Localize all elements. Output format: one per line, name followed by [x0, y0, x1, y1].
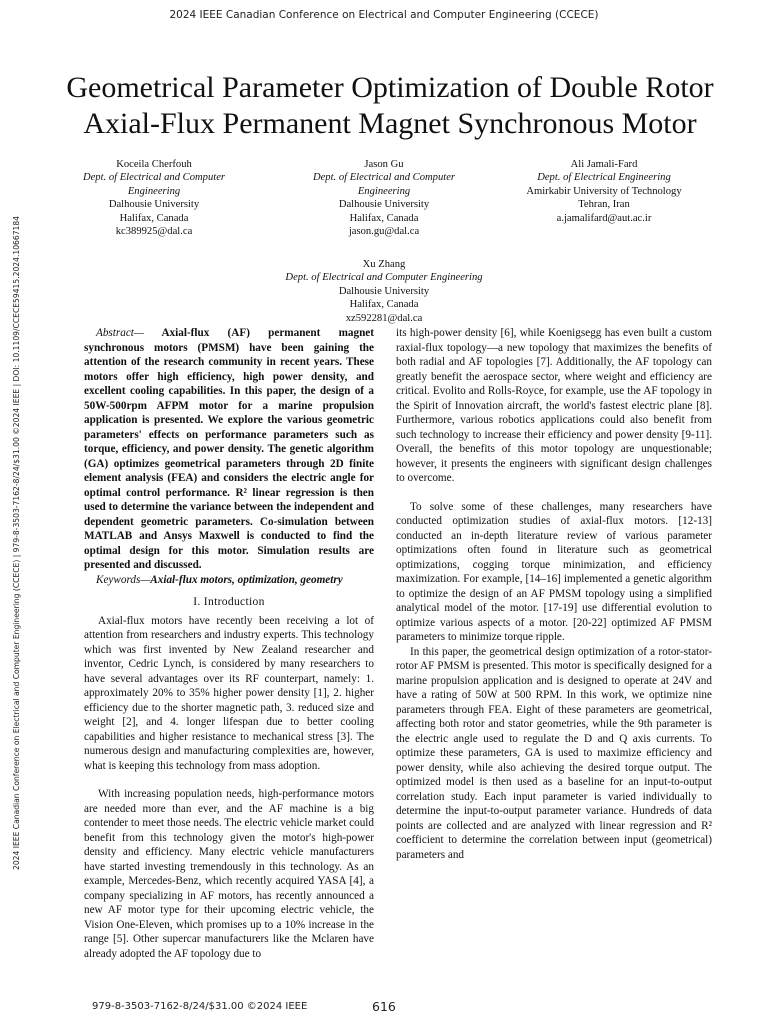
section-heading: I. Introduction [193, 595, 265, 608]
author-name: Xu Zhang [362, 259, 406, 270]
author-block-4 [234, 258, 534, 325]
abstract [84, 326, 374, 573]
body-paragraph: To solve some of these challenges, many researchers have conducted optimization studies of axial-flux motors. [12-13] conducted an in-depth literature review of various parameter optimizations often found in literature such as geometrical optimizations, cogging torque minimization, and efficiency maximization. For example, [14–16] implemented a genetic algorithm to optimize the design of an AF PMSM topology using a simplified analytical model of the motor. [17-19] use differential evolution to optimize various aspects of a motor. [20-22] optimized AF PMSM parameters to minimize torque ripple. [396, 500, 712, 643]
author-org: Dalhousie University [338, 199, 430, 211]
page-number: 616 [372, 999, 396, 1014]
author-dept-cont: Engineering [357, 185, 411, 197]
author-city: Halifax, Canada [349, 299, 419, 311]
doi-side-text: 2024 IEEE Canadian Conference on Electrical and Computer Engineering (CCECE) | 979-8-3503-7162-8/24/$31.00 ©2024 IEEE | DOI: 10.1109/CCECE59415.2024.10667184 [12, 215, 21, 870]
keywords [84, 573, 374, 588]
author-name: Ali Jamali-Fard [570, 159, 638, 170]
author-block-2 [284, 158, 484, 238]
author-email: jason.gu@dal.ca [348, 226, 420, 238]
author-name: Koceila Cherfouh [116, 159, 192, 170]
intro-paragraph: With increasing population needs, high-performance motors are needed more than ever, and the AF machine is a big contender to meet those needs. The electric vehicle market could benefit from this technology given the motor's high-power density and efficiency. Many electric vehicle manufacturers have started investing tremendously in this technology. As an example, Mercedes-Benz, which recently acquired YASA [4], a company specializing in AF motors, has recently announced a new AF motor type for their upcoming electric vehicle, the Vision One-Eleven, which promises up to a 10% increase in the range [5]. Other supercar manufacturers like the Mclaren have already adopted the AF topology due to [84, 788, 374, 960]
body-paragraph: In this paper, the geometrical design optimization of a rotor-stator-rotor AF PMSM is presented. This motor is specifically designed for a marine propulsion application and is designed to operate at 24V and have a rating of 50W at 500 RPM. In this work, we optimize nine parameters through FEA. Eight of these parameters are geometrical, affecting both rotor and stator geometries, while the 9th parameter is the electric angle used to regulate the D and Q axis currents. To optimize these parameters, GA is used to maximize efficiency and power density, while also achieving the desired torque output. The optimized model is then used as a baseline for an input-to-output correlation study. Each input parameter is varied individually to determine the input-to-output parameter variance. Hundreds of data points are collected and are analyzed with linear regression and R² coefficient to determine the correlation between input (geometrical) parameters and [396, 645, 712, 861]
author-block-1 [54, 158, 254, 238]
author-dept: Dept. of Electrical and Computer [312, 172, 456, 184]
abstract-text: Axial-flux (AF) permanent magnet synchronous motors (PMSM) have been gaining the attention of the research community in recent years. These motors offer high efficiency, high power density, and excellent cooling capabilities. In this paper, the design of a 50W-500rpm AFPM motor for a marine propulsion application is presented. We explore the various geometric parameters' effects on performance parameters such as torque, efficiency, and power density. The genetic algorithm (GA) optimizes geometrical parameters through 2D finite element analysis (FEA) and considers the electric angle for optimal control performance. R² linear regression is then used to determine the variance between the independent and dependent geometric parameters. Co-simulation between MATLAB and Ansys Maxwell is conducted to find the optimal design for this motor. Simulation results are presented and discussed. [84, 327, 374, 571]
paragraph-gap [396, 486, 712, 500]
author-dept: Dept. of Electrical Engineering [537, 172, 671, 184]
author-city: Tehran, Iran [578, 199, 630, 211]
author-block-3 [494, 158, 714, 225]
paragraph-gap [84, 773, 374, 787]
body-paragraph: its high-power density [6], while Koenigsegg has even built a custom raxial-flux topology—a new topology that maximizes the benefits of both radial and AF topologies [7]. Additionally, the AF topology can greatly benefit the aerospace sector, where weight and efficiency are critical. Evolito and Rolls-Royce, for example, use the AF topology in the Spirit of Innovation aircraft, the world's fastest electric plane [8]. Furthermore, various robotics applications could also benefit from such technology to increase their efficiency and power density [9-11]. Overall, the benefits of this motor topology are unquestionable; however, it presents the engineers with significant design challenges to overcome. [396, 327, 712, 484]
author-name: Jason Gu [364, 159, 404, 170]
title-line-1: Geometrical Parameter Optimization of Double Rotor [66, 71, 714, 104]
keywords-lead: Keywords— [96, 573, 151, 586]
right-column [396, 326, 712, 862]
author-org: Amirkabir University of Technology [526, 185, 682, 197]
author-org: Dalhousie University [108, 199, 200, 211]
author-email: xz592281@dal.ca [345, 312, 423, 324]
footer-isbn: 979-8-3503-7162-8/24/$31.00 ©2024 IEEE [92, 1001, 308, 1012]
author-dept-cont: Engineering [127, 185, 181, 197]
author-dept: Dept. of Electrical and Computer [82, 172, 226, 184]
left-column [84, 326, 374, 961]
intro-paragraph: Axial-flux motors have recently been receiving a lot of attention from researchers and industry experts. This technology which was first invented by New Zealand researcher and inventor, Cedric Lynch, is considered by many researchers to have several advantages over its RF counterpart, namely: 1. approximately 20% to 35% higher power density [1], 2. higher efficiency due to the shorter magnetic path, 3. reduced size and weight [2], and 4. longer lifespan due to better cooling capabilities and higher resistance to mechanical stress [3]. The numerous design and manufacturing complexities are, however, what is keeping this technology from mass adoption. [84, 614, 374, 772]
keywords-text: Axial-flux motors, optimization, geometry [150, 573, 343, 586]
author-city: Halifax, Canada [119, 212, 189, 224]
author-email: a.jamalifard@aut.ac.ir [556, 212, 652, 224]
conference-header: 2024 IEEE Canadian Conference on Electrical and Computer Engineering (CCECE) [169, 9, 599, 21]
paper-title [40, 70, 740, 142]
author-dept: Dept. of Electrical and Computer Engineering [285, 272, 483, 284]
author-email: kc389925@dal.ca [115, 226, 193, 238]
author-org: Dalhousie University [338, 285, 430, 297]
abstract-lead: Abstract— [96, 327, 144, 339]
author-city: Halifax, Canada [349, 212, 419, 224]
title-line-2: Axial-Flux Permanent Magnet Synchronous Motor [83, 107, 697, 140]
